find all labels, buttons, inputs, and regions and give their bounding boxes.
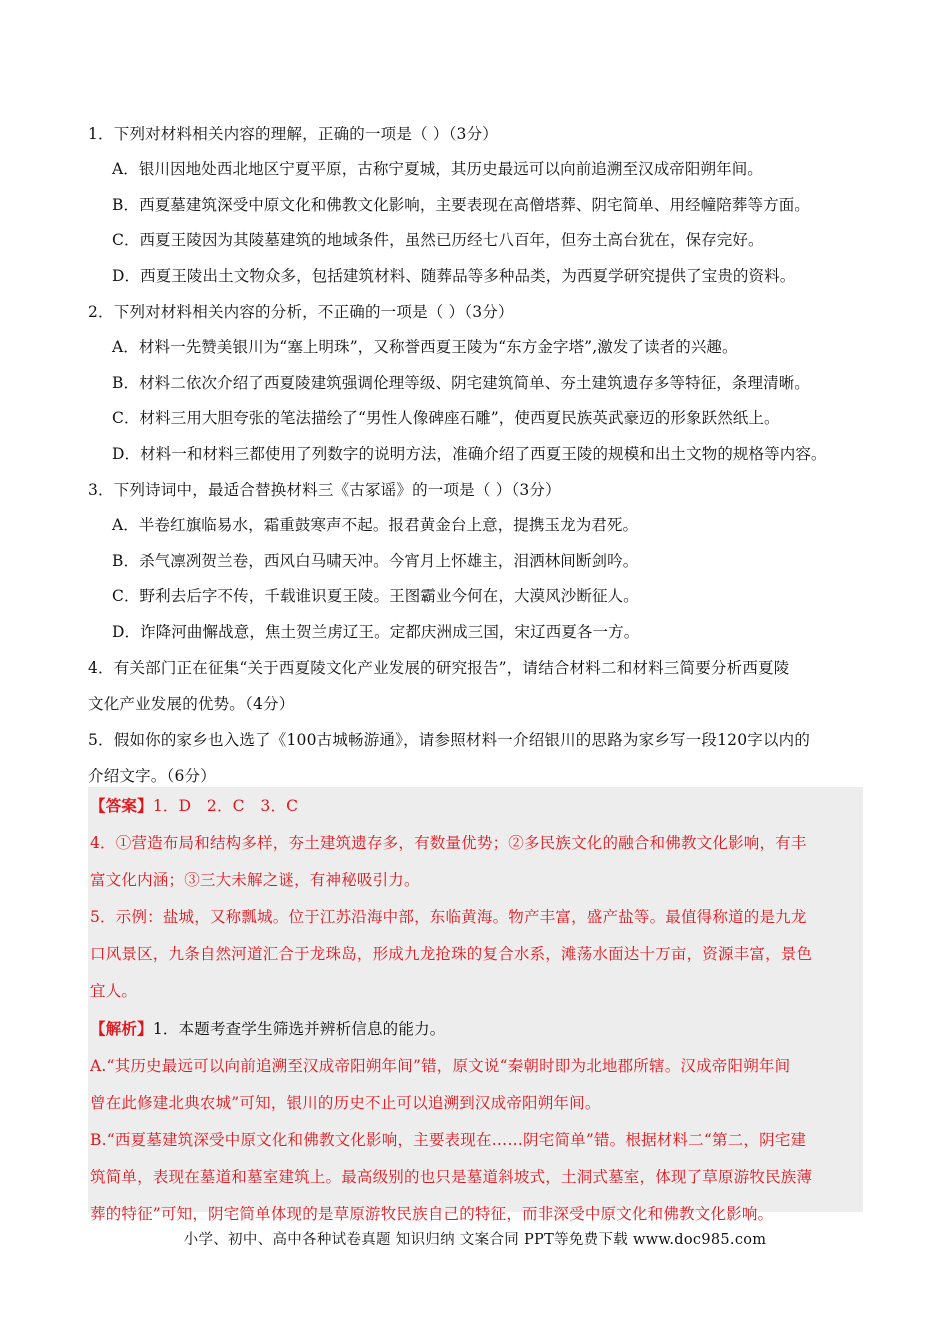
answer-tag: 【答案】	[90, 796, 153, 815]
question-5-line-2: 介绍文字。（6分）	[88, 767, 216, 785]
analysis-a-line-2: 曾在此修建北典农城”可知，银川的历史不止可以追溯到汉成帝阳朔年间。	[90, 1094, 601, 1112]
analysis-b-line-3: 葬的特征”可知，阴宅简单体现的是草原游牧民族自己的特征，而非深受中原文化和佛教文化影响。	[90, 1205, 774, 1223]
answer-5-line-3: 宜人。	[90, 982, 138, 1000]
question-2-option-c: C．材料三用大胆夸张的笔法描绘了“男性人像碑座石雕”，使西夏民族英武豪迈的形象跃然纸上。	[112, 409, 780, 427]
question-3-option-a: A．半卷红旗临易水，霜重鼓寒声不起。报君黄金台上意，提携玉龙为君死。	[112, 516, 639, 534]
question-1-option-b: B．西夏墓建筑深受中原文化和佛教文化影响，主要表现在高僧塔葬、阴宅简单、用经幢陪葬等方面。	[112, 195, 810, 214]
question-2-stem: 2．下列对材料相关内容的分析，不正确的一项是（ ）（3分）	[88, 303, 514, 321]
question-1-stem: 1．下列对材料相关内容的理解，正确的一项是（ ）（3分）	[88, 125, 499, 143]
answer-mc: 1．D 2．C 3．C	[152, 797, 299, 815]
question-1-option-a: A．银川因地处西北地区宁夏平原，古称宁夏城，其历史最远可以向前追溯至汉成帝阳朔年间。	[112, 160, 763, 178]
question-3	[88, 472, 878, 650]
question-4	[88, 650, 878, 722]
question-2	[88, 294, 878, 472]
question-1-option-d: D．西夏王陵出土文物众多，包括建筑材料、随葬品等多种品类，为西夏学研究提供了宝贵的资料。	[112, 266, 796, 285]
question-1-option-c: C．西夏王陵因为其陵墓建筑的地域条件，虽然已历经七八百年，但夯土高台犹在，保存完好。	[112, 231, 764, 249]
question-3-option-c: C．野利去后字不传，千载谁识夏王陵。王图霸业今何在，大漠风沙断征人。	[112, 587, 639, 605]
question-2-option-b: B．材料二依次介绍了西夏陵建筑强调伦理等级、阴宅建筑简单、夯土建筑遗存多等特征，条理清晰。	[112, 373, 810, 392]
question-list	[88, 116, 878, 794]
analysis-tag: 【解析】	[90, 1019, 153, 1038]
answer-5-line-2: 口风景区，九条自然河道汇合于龙珠岛，形成九龙抢珠的复合水系，滩荡水面达十万亩，资源丰富，景色	[90, 945, 813, 963]
answer-panel	[88, 787, 863, 1223]
question-5-line-1: 5．假如你的家乡也入选了《100古城畅游通》，请参照材料一介绍银川的思路为家乡写一段120字以内的	[88, 731, 811, 749]
question-1	[88, 116, 878, 294]
question-2-option-d: D．材料一和材料三都使用了列数字的说明方法，准确介绍了西夏王陵的规模和出土文物的规格等内容。	[112, 444, 827, 463]
answer-4-line-1: 4．①营造布局和结构多样，夯土建筑遗存多，有数量优势；②多民族文化的融合和佛教文化影响，有丰	[90, 834, 807, 852]
analysis-intro: 1．本题考查学生筛选并辨析信息的能力。	[152, 1020, 446, 1038]
question-4-line-1: 4．有关部门正在征集“关于西夏陵文化产业发展的研究报告”，请结合材料二和材料三简要分析西夏陵	[88, 659, 790, 677]
analysis-b-line-1: B.“西夏墓建筑深受中原文化和佛教文化影响，主要表现在……阴宅简单”错。根据材料二“第二，阴宅建	[90, 1131, 807, 1149]
answer-mc-line	[90, 787, 861, 825]
answer-4-line-2: 富文化内涵；③三大未解之谜，有神秘吸引力。	[90, 871, 420, 889]
page-footer: 小学、初中、高中各种试卷真题 知识归纳 文案合同 PPT等免费下载 www.doc985.com	[183, 1232, 767, 1248]
question-3-option-d: D．诈降河曲懈战意，焦土贺兰虏辽王。定都庆洲成三国，宋辽西夏各一方。	[112, 622, 640, 641]
question-4-line-2: 文化产业发展的优势。（4分）	[88, 695, 295, 713]
question-5	[88, 722, 878, 794]
question-3-stem: 3．下列诗词中，最适合替换材料三《古冢谣》的一项是（ ）（3分）	[88, 481, 561, 499]
answer-5-line-1: 5．示例：盐城，又称瓢城。位于江苏沿海中部，东临黄海。物产丰富，盛产盐等。最值得称道的是九龙	[90, 908, 807, 926]
question-3-option-b: B．杀气凛冽贺兰卷，西风白马啸天冲。今宵月上怀雄主，泪洒林间断剑吟。	[112, 551, 639, 570]
analysis-intro-line	[90, 1010, 861, 1048]
analysis-b-line-2: 筑简单，表现在墓道和墓室建筑上。最高级别的也只是墓道斜坡式，土洞式墓室，体现了草原游牧民族薄	[90, 1168, 813, 1186]
question-2-option-a: A．材料一先赞美银川为“塞上明珠”，又称誉西夏王陵为“东方金字塔”,激发了读者的兴趣。	[112, 338, 738, 356]
analysis-a-line-1: A.“其历史最远可以向前追溯至汉成帝阳朔年间”错，原文说“秦朝时即为北地郡所辖。汉成帝阳朔年间	[90, 1057, 791, 1075]
